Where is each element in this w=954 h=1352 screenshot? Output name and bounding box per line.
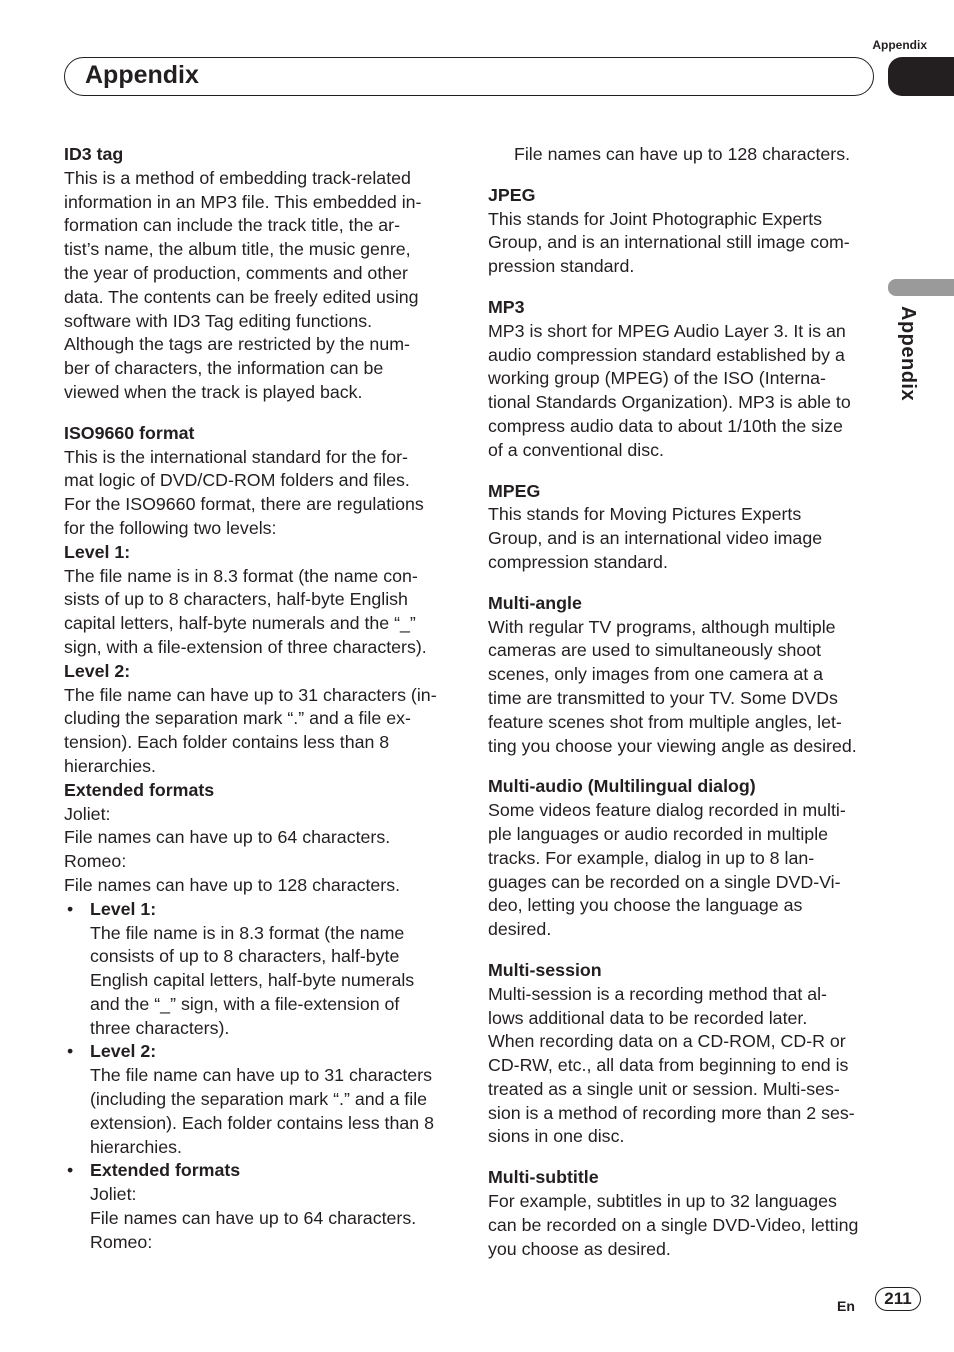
text-line: time are transmitted to your TV. Some DVDs bbox=[488, 687, 838, 708]
text-line: This is the international standard for the for- bbox=[64, 446, 408, 467]
text-line: With regular TV programs, although multiple bbox=[488, 616, 836, 637]
text-line: lows additional data to be recorded later. bbox=[488, 1007, 808, 1028]
text-line: working group (MPEG) of the ISO (Interna- bbox=[488, 368, 826, 389]
extended-formats-text bbox=[64, 803, 456, 898]
side-tab-marker bbox=[888, 279, 954, 296]
level1-text bbox=[64, 565, 456, 660]
term-jpeg: JPEG bbox=[488, 184, 536, 205]
page-title: Appendix bbox=[85, 61, 199, 89]
text-line: Romeo: bbox=[64, 851, 127, 872]
level1-heading: Level 1: bbox=[64, 541, 131, 562]
term-multi-session: Multi-session bbox=[488, 959, 602, 980]
definition-multi-angle bbox=[488, 616, 883, 759]
text-line: CD-RW, etc., all data from beginning to end is bbox=[488, 1055, 849, 1076]
level2-text bbox=[64, 684, 456, 779]
text-line: formation can include the track title, the ar- bbox=[64, 215, 401, 236]
text-line: Although the tags are restricted by the num- bbox=[64, 334, 410, 355]
text-line: pression standard. bbox=[488, 256, 635, 277]
text-line: the year of production, comments and other bbox=[64, 262, 408, 283]
bullet-icon: • bbox=[67, 1160, 74, 1181]
text-line: The file name is in 8.3 format (the name con- bbox=[64, 565, 418, 586]
level2-heading: Level 2: bbox=[64, 660, 131, 681]
text-line: three characters). bbox=[90, 1017, 230, 1038]
text-line: MP3 is short for MPEG Audio Layer 3. It is an bbox=[488, 320, 846, 341]
bullet-level1-heading: Level 1: bbox=[90, 898, 157, 919]
bullet-icon: • bbox=[67, 1041, 74, 1062]
bullet-level1 bbox=[64, 898, 456, 1041]
text-line: The file name can have up to 31 characters (in- bbox=[64, 684, 437, 705]
text-line: hierarchies. bbox=[64, 755, 156, 776]
text-line: File names can have up to 64 characters. bbox=[90, 1208, 417, 1229]
text-line: This is a method of embedding track-related bbox=[64, 167, 411, 188]
left-column bbox=[64, 143, 456, 1255]
text-line: Some videos feature dialog recorded in multi- bbox=[488, 800, 846, 821]
bullet-level2-heading: Level 2: bbox=[90, 1041, 157, 1062]
text-line: File names can have up to 64 characters. bbox=[64, 827, 391, 848]
term-id3-tag: ID3 tag bbox=[64, 144, 124, 164]
text-line: For example, subtitles in up to 32 languages bbox=[488, 1191, 837, 1212]
text-line: and the “_” sign, with a file-extension of bbox=[90, 993, 400, 1014]
definition-id3-tag bbox=[64, 167, 456, 405]
text-line: compress audio data to about 1/10th the size bbox=[488, 415, 843, 436]
term-iso9660-format: ISO9660 format bbox=[64, 422, 195, 443]
text-line: software with ID3 Tag editing functions. bbox=[64, 310, 373, 331]
bullet-level2 bbox=[64, 1040, 456, 1159]
text-line: audio compression standard established by a bbox=[488, 344, 845, 365]
text-line: Joliet: bbox=[90, 1184, 137, 1205]
bullet-extended-formats-text bbox=[90, 1183, 456, 1254]
bullet-level2-text bbox=[90, 1064, 456, 1159]
side-section-label: Appendix bbox=[897, 306, 919, 402]
text-line: deo, letting you choose the language as bbox=[488, 895, 803, 916]
text-line: tracks. For example, dialog in up to 8 lan- bbox=[488, 847, 815, 868]
text-line: sign, with a file-extension of three characters). bbox=[64, 636, 427, 657]
term-mp3: MP3 bbox=[488, 296, 525, 317]
text-line: guages can be recorded on a single DVD-Vi- bbox=[488, 871, 841, 892]
text-line: ting you choose your viewing angle as desired. bbox=[488, 735, 857, 756]
text-line: cameras are used to simultaneously shoot bbox=[488, 640, 822, 661]
text-line: desired. bbox=[488, 919, 552, 940]
text-line: feature scenes shot from multiple angles, let- bbox=[488, 711, 842, 732]
definition-multi-subtitle bbox=[488, 1190, 883, 1261]
text-line: of a conventional disc. bbox=[488, 439, 664, 460]
definition-mpeg bbox=[488, 503, 883, 574]
continued-text: File names can have up to 128 characters. bbox=[514, 144, 851, 164]
text-line: mat logic of DVD/CD-ROM folders and files. bbox=[64, 470, 410, 491]
header-tab-block bbox=[888, 57, 954, 96]
text-line: information in an MP3 file. This embedded in- bbox=[64, 191, 422, 212]
text-line: Multi-session is a recording method that al- bbox=[488, 983, 827, 1004]
extended-formats-heading: Extended formats bbox=[64, 779, 215, 800]
text-line: (including the separation mark “.” and a file bbox=[90, 1089, 428, 1110]
text-line: Group, and is an international video image bbox=[488, 528, 823, 549]
text-line: can be recorded on a single DVD-Video, letting bbox=[488, 1214, 859, 1235]
text-line: tist’s name, the album title, the music genre, bbox=[64, 239, 411, 260]
section-header-bar bbox=[64, 57, 874, 96]
right-column bbox=[488, 143, 883, 1261]
definition-mp3 bbox=[488, 320, 883, 463]
text-line: Joliet: bbox=[64, 803, 111, 824]
definition-multi-session bbox=[488, 983, 883, 1150]
bullet-level1-text bbox=[90, 922, 456, 1041]
text-line: extension). Each folder contains less than 8 bbox=[90, 1112, 434, 1133]
text-line: scenes, only images from one camera at a bbox=[488, 664, 824, 685]
text-line: you choose as desired. bbox=[488, 1238, 671, 1259]
text-line: ple languages or audio recorded in multiple bbox=[488, 823, 829, 844]
text-line: For the ISO9660 format, there are regulations bbox=[64, 494, 424, 515]
text-line: Romeo: bbox=[90, 1231, 153, 1252]
term-mpeg: MPEG bbox=[488, 480, 541, 501]
bullet-extended-formats bbox=[64, 1159, 456, 1254]
term-multi-audio: Multi-audio (Multilingual dialog) bbox=[488, 776, 756, 797]
text-line: for the following two levels: bbox=[64, 517, 277, 538]
text-line: viewed when the track is played back. bbox=[64, 381, 363, 402]
text-line: consists of up to 8 characters, half-byte bbox=[90, 946, 400, 967]
text-line: The file name can have up to 31 characters bbox=[90, 1065, 432, 1086]
bullet-extended-formats-heading: Extended formats bbox=[90, 1160, 241, 1181]
text-line: sists of up to 8 characters, half-byte English bbox=[64, 589, 408, 610]
text-line: Group, and is an international still image com- bbox=[488, 232, 850, 253]
text-line: ber of characters, the information can be bbox=[64, 358, 384, 379]
text-line: This stands for Joint Photographic Experts bbox=[488, 208, 823, 229]
text-line: The file name is in 8.3 format (the name bbox=[90, 922, 405, 943]
text-line: treated as a single unit or session. Multi-ses- bbox=[488, 1078, 840, 1099]
text-line: tional Standards Organization). MP3 is able to bbox=[488, 392, 851, 413]
text-line: hierarchies. bbox=[90, 1136, 182, 1157]
bullet-icon: • bbox=[67, 898, 74, 919]
definition-multi-audio bbox=[488, 799, 883, 942]
text-line: When recording data on a CD-ROM, CD-R or bbox=[488, 1031, 846, 1052]
text-line: sions in one disc. bbox=[488, 1126, 625, 1147]
text-line: data. The contents can be freely edited using bbox=[64, 286, 419, 307]
text-line: English capital letters, half-byte numerals bbox=[90, 970, 415, 991]
definition-jpeg bbox=[488, 208, 883, 279]
text-line: tension). Each folder contains less than 8 bbox=[64, 732, 390, 753]
text-line: File names can have up to 128 characters. bbox=[64, 874, 401, 895]
text-line: sion is a method of recording more than 2 ses- bbox=[488, 1102, 855, 1123]
text-line: compression standard. bbox=[488, 551, 668, 572]
running-header-label: Appendix bbox=[872, 38, 927, 52]
language-label: En bbox=[837, 1298, 855, 1314]
term-multi-angle: Multi-angle bbox=[488, 592, 582, 613]
term-multi-subtitle: Multi-subtitle bbox=[488, 1167, 599, 1188]
definition-iso9660-format bbox=[64, 446, 456, 541]
text-line: cluding the separation mark “.” and a file ex- bbox=[64, 708, 411, 729]
text-line: capital letters, half-byte numerals and the “_” bbox=[64, 613, 416, 634]
text-line: This stands for Moving Pictures Experts bbox=[488, 504, 802, 525]
page-number: 211 bbox=[875, 1287, 921, 1311]
